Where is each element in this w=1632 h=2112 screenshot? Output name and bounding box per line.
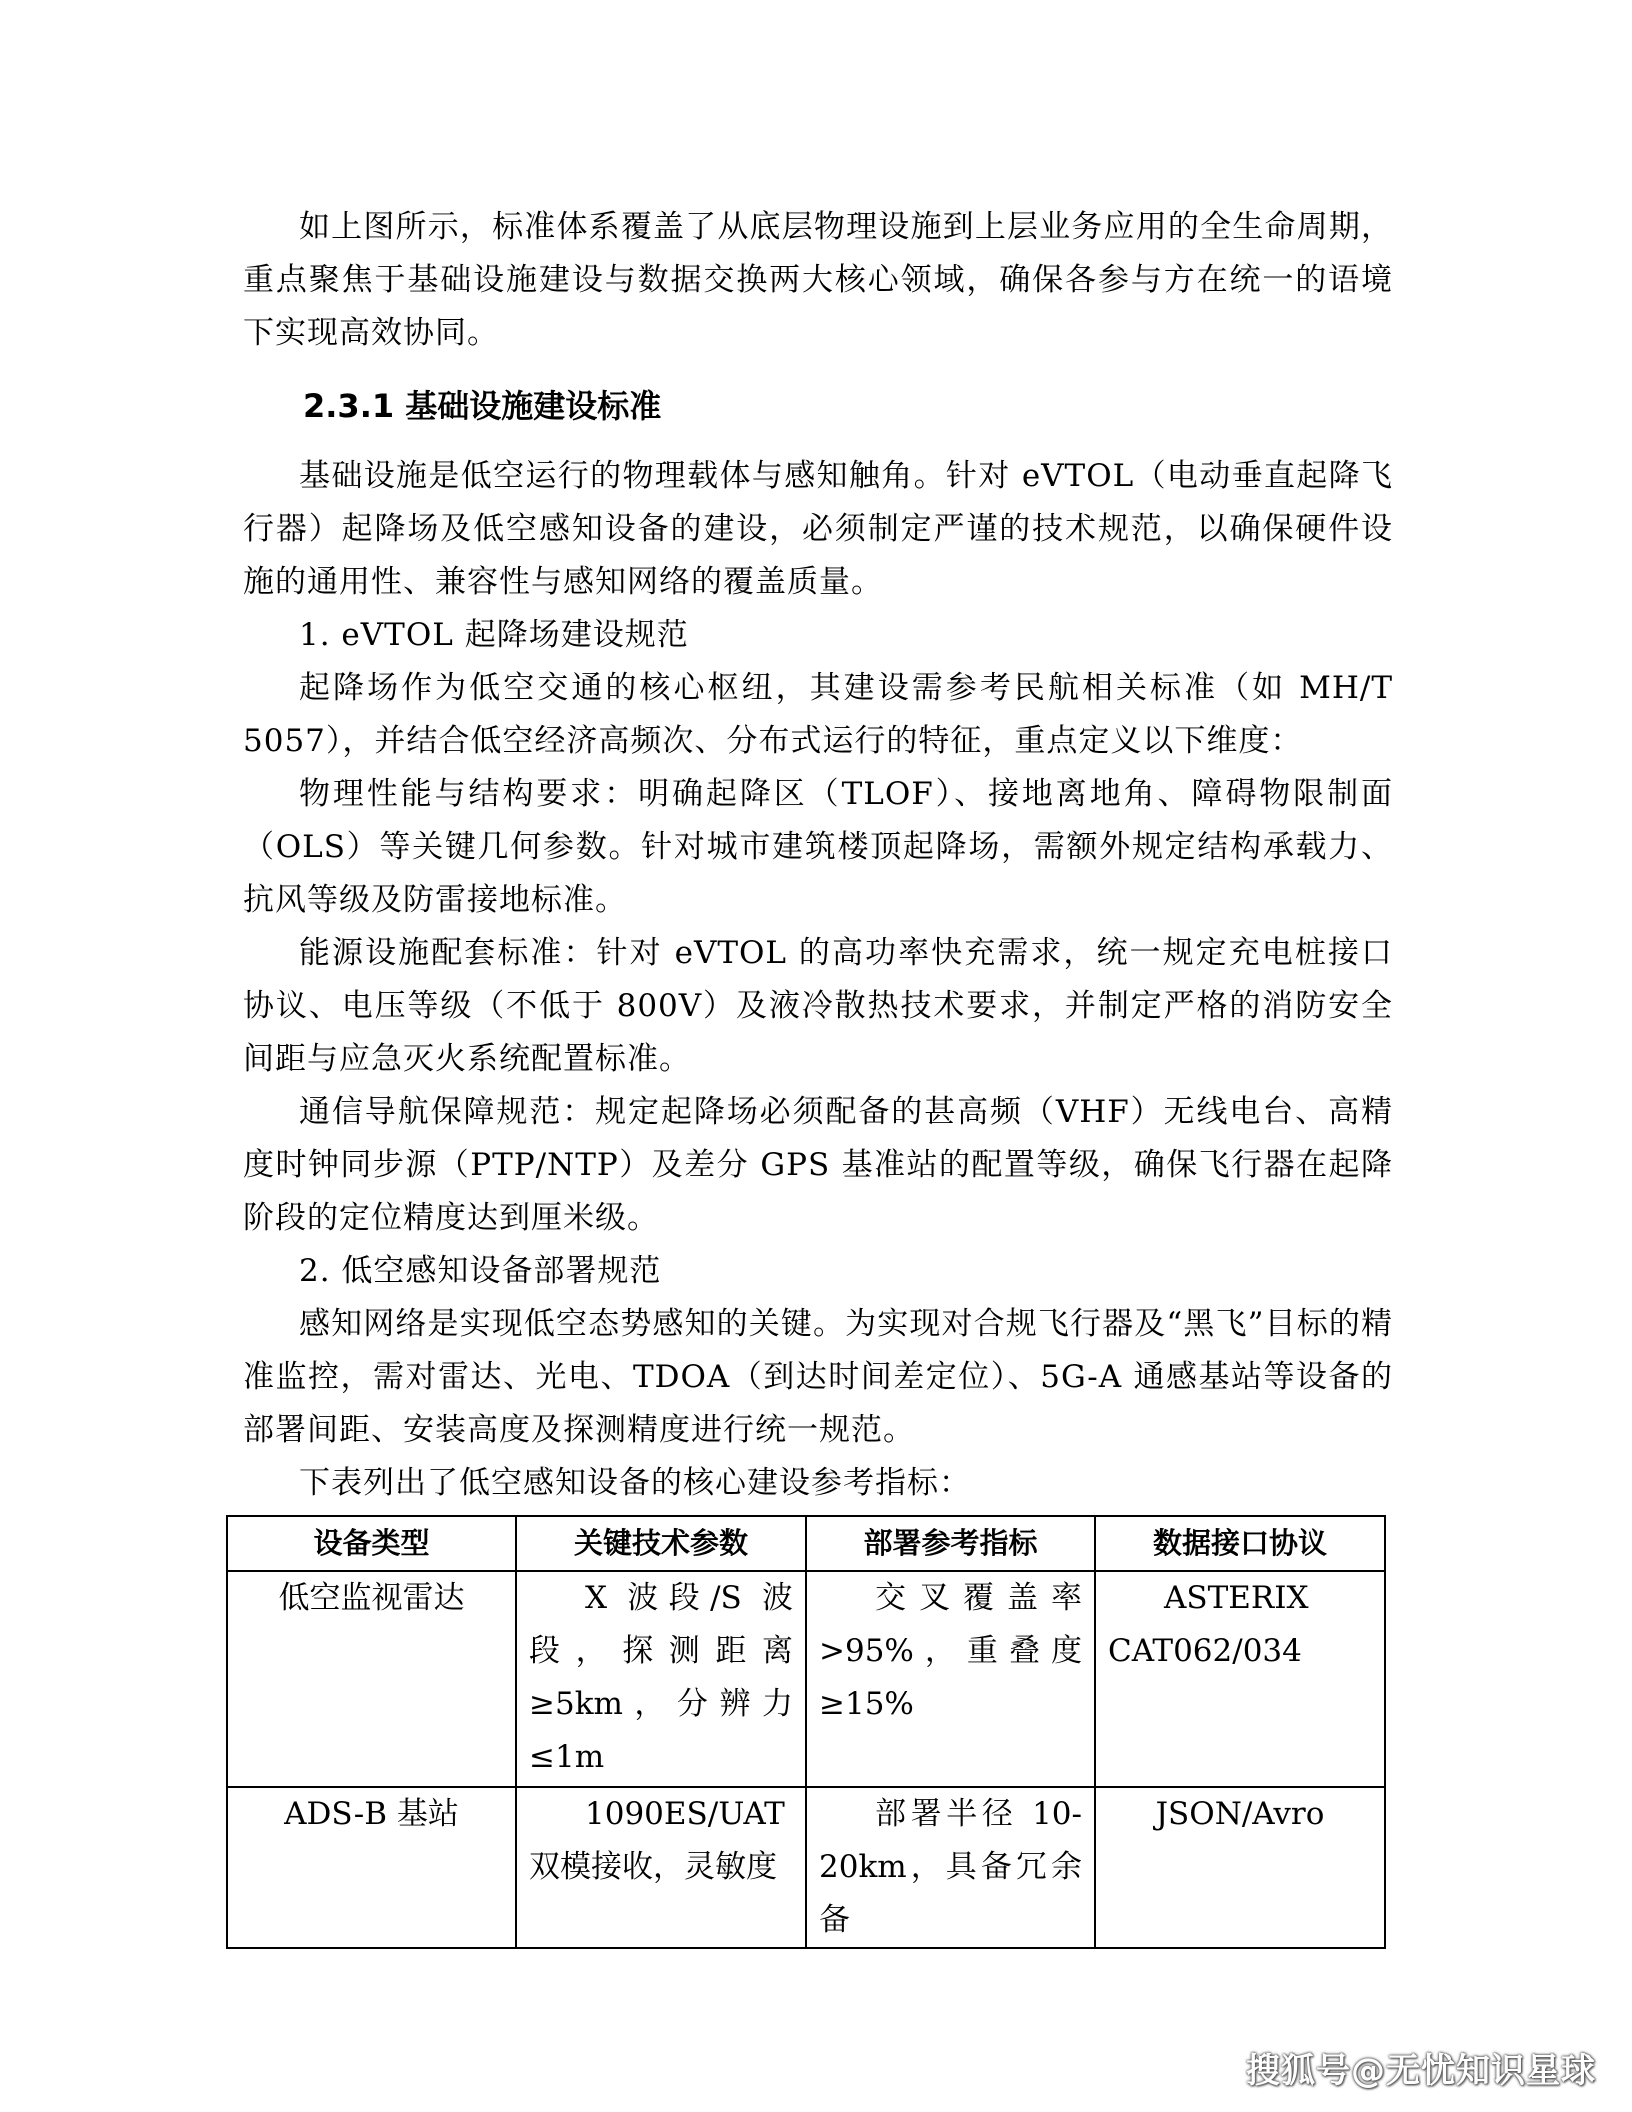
table-intro: 下表列出了低空感知设备的核心建设参考指标： bbox=[299, 1465, 971, 1501]
list-heading-sensing: 2. 低空感知设备部署规范 bbox=[299, 1253, 662, 1289]
list-heading-evtol: 1. eVTOL 起降场建设规范 bbox=[299, 617, 689, 653]
table-cell: 部署半径 10-20km，具备冗余备 bbox=[806, 1787, 1095, 1948]
table-cell: 交叉覆盖率>95%，重叠度≥15% bbox=[806, 1571, 1095, 1787]
column-header: 部署参考指标 bbox=[806, 1516, 1095, 1571]
body-paragraph: 感知网络是实现低空态势感知的关键。为实现对合规飞行器及“黑飞”目标的精准监控，需对雷达、光电、TDOA（到达时间差定位）、5G-A 通感基站等设备的部署间距、安装高度及探测精度进行统一规范。 bbox=[243, 1306, 1393, 1448]
table-cell: ADS-B 基站 bbox=[227, 1787, 516, 1948]
table-cell: JSON/Avro bbox=[1095, 1787, 1385, 1948]
section-body bbox=[243, 450, 1393, 1510]
table-cell: ASTERIX CAT062/034 bbox=[1095, 1571, 1385, 1787]
table-cell: 低空监视雷达 bbox=[227, 1571, 516, 1787]
body-paragraph: 通信导航保障规范：规定起降场必须配备的甚高频（VHF）无线电台、高精度时钟同步源（PTP/NTP）及差分 GPS 基准站的配置等级，确保飞行器在起降阶段的定位精度达到厘米级。 bbox=[243, 1094, 1393, 1236]
column-header: 关键技术参数 bbox=[516, 1516, 806, 1571]
body-paragraph: 基础设施是低空运行的物理载体与感知触角。针对 eVTOL（电动垂直起降飞行器）起降场及低空感知设备的建设，必须制定严谨的技术规范，以确保硬件设施的通用性、兼容性与感知网络的覆盖质量。 bbox=[243, 458, 1393, 600]
intro-block bbox=[243, 201, 1393, 360]
watermark: 搜狐号@无忧知识星球 bbox=[1246, 2051, 1596, 2091]
table-header-row bbox=[227, 1516, 1385, 1571]
spec-table-wrapper bbox=[226, 1515, 1384, 1949]
spec-table bbox=[226, 1515, 1386, 1949]
table-row bbox=[227, 1571, 1385, 1787]
body-paragraph: 能源设施配套标准：针对 eVTOL 的高功率快充需求，统一规定充电桩接口协议、电压等级（不低于 800V）及液冷散热技术要求，并制定严格的消防安全间距与应急灭火系统配置标准。 bbox=[243, 935, 1393, 1077]
section-heading: 2.3.1 基础设施建设标准 bbox=[303, 387, 662, 425]
column-header: 数据接口协议 bbox=[1095, 1516, 1385, 1571]
body-paragraph: 物理性能与结构要求：明确起降区（TLOF）、接地离地角、障碍物限制面（OLS）等关键几何参数。针对城市建筑楼顶起降场，需额外规定结构承载力、抗风等级及防雷接地标准。 bbox=[243, 776, 1393, 918]
table-cell: 1090ES/UAT 双模接收，灵敏度 bbox=[516, 1787, 806, 1948]
intro-paragraph: 如上图所示，标准体系覆盖了从底层物理设施到上层业务应用的全生命周期，重点聚焦于基础设施建设与数据交换两大核心领域，确保各参与方在统一的语境下实现高效协同。 bbox=[243, 209, 1393, 351]
table-cell: X 波段/S 波段，探测距离≥5km，分辨力≤1m bbox=[516, 1571, 806, 1787]
body-paragraph: 起降场作为低空交通的核心枢纽，其建设需参考民航相关标准（如 MH/T 5057），并结合低空经济高频次、分布式运行的特征，重点定义以下维度： bbox=[243, 670, 1393, 759]
table-row bbox=[227, 1787, 1385, 1948]
column-header: 设备类型 bbox=[227, 1516, 516, 1571]
